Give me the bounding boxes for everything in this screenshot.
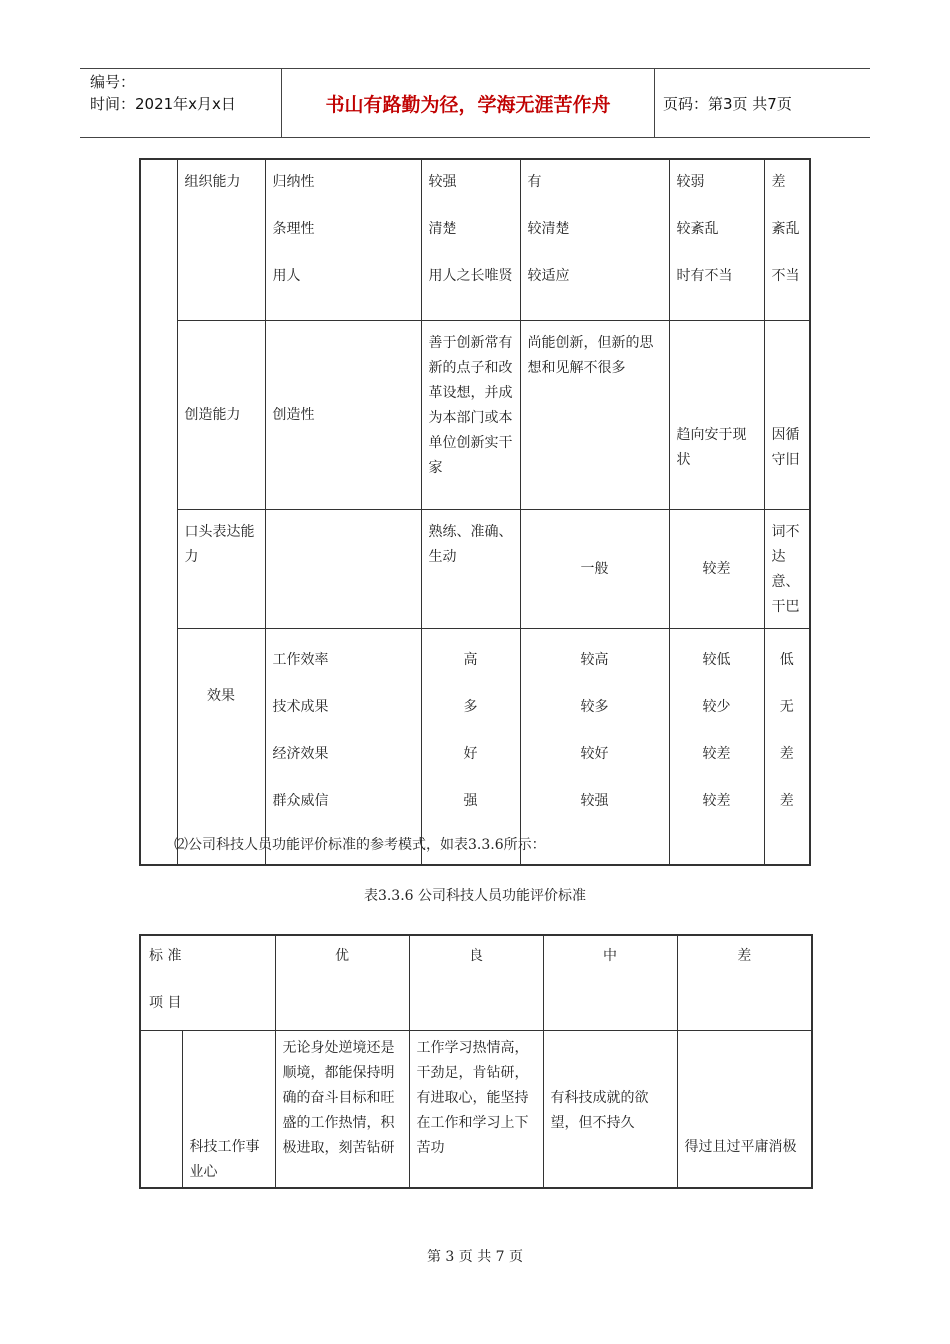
oral-grade-1: 熟练、准确、生动 [421,510,520,629]
effect-item: 经济效果 [272,746,329,762]
effect-grade-3: 较少 [702,699,731,715]
oral-item [265,510,421,629]
effect-grade-2: 较高 [580,652,609,668]
org-grade-3: 较紊乱 [676,221,719,237]
header-info [80,69,280,137]
org-grade-2: 较清楚 [527,221,570,237]
effect-grade-1: 高 [463,652,478,668]
org-grade-4: 紊乱 [771,221,800,237]
effect-grade-3: 较差 [702,746,731,762]
effect-grade-1: 强 [463,793,478,809]
creative-item: 创造性 [265,321,421,510]
effect-grade-1: 好 [463,746,478,762]
poor-cell: 得过且过平庸消极 [677,1031,812,1189]
effect-name: 效果 [177,629,265,866]
effect-grade-3: 较低 [702,652,731,668]
motto: 书山有路勤为径，学海无涯苦作舟 [281,69,655,137]
creative-name: 创造能力 [177,321,265,510]
effect-grade-4: 无 [779,699,794,715]
table-row [140,629,810,866]
effect-grade-2: 较多 [580,699,609,715]
effect-grade-3: 较差 [702,793,731,809]
effect-grade-2: 较强 [580,793,609,809]
org-grade-3: 较弱 [676,174,705,190]
oral-name: 口头表达能力 [177,510,265,629]
table-row [140,159,810,321]
effect-grade-1: 多 [463,699,478,715]
org-grade-4: 不当 [771,268,800,284]
table-row [140,1031,812,1189]
creative-grade-1: 善于创新常有新的点子和改革设想，并成为本部门或本单位创新实干家 [421,321,520,510]
header-poor: 差 [677,935,812,1031]
effect-grade-2: 较好 [580,746,609,762]
oral-grade-4: 词不达意、干巴 [764,510,810,629]
table-caption: 表3.3.6 公司科技人员功能评价标准 [363,888,587,904]
org-grade-3: 时有不当 [676,268,733,284]
org-item: 归纳性 [272,174,315,190]
org-grade-1: 用人之长唯贤 [428,268,513,284]
medium-cell: 有科技成就的欲望，但不持久 [543,1031,677,1189]
header-excellent: 优 [275,935,409,1031]
effect-item: 群众威信 [272,793,329,809]
org-grade-4: 差 [771,174,786,190]
effect-grade-4: 差 [779,793,794,809]
excellent-cell: 无论身处逆境还是顺境，都能保持明确的奋斗目标和旺盛的工作热情，积极进取，刻苦钻研 [275,1031,409,1189]
oral-grade-2: 一般 [520,510,669,629]
number-label: 编号： [90,73,136,91]
creative-grade-2: 尚能创新，但新的思想和见解不很多 [520,321,669,510]
page-label: 页码：第3页 共7页 [663,94,792,113]
tech-staff-table [139,934,813,1189]
effect-item: 技术成果 [272,699,329,715]
page-header [80,68,870,138]
org-grade-1: 清楚 [428,221,457,237]
item-career-dedication: 科技工作事业心 [182,1031,275,1189]
header-medium: 中 [543,935,677,1031]
creative-grade-4: 因循守旧 [764,321,810,510]
left-margin-cell [140,159,177,865]
org-item: 用人 [272,268,301,284]
date-label: 时间：2021年x月x日 [90,95,236,113]
effect-item: 工作效率 [272,652,329,668]
good-cell: 工作学习热情高，干劲足，肯钻研，有进取心，能坚持在工作和学习上下苦功 [409,1031,543,1189]
table-row [140,321,810,510]
org-item: 条理性 [272,221,315,237]
org-grade-1: 较强 [428,174,457,190]
corner-standard-label: 标 准 [149,948,182,964]
header-good: 良 [409,935,543,1031]
oral-grade-3: 较差 [669,510,764,629]
left-margin-cell [140,1031,182,1189]
page-footer: 第 3 页 共 7 页 [426,1249,524,1265]
table-row [140,510,810,629]
org-name: 组织能力 [177,159,265,321]
creative-grade-3: 趋向安于现状 [669,321,764,510]
table-header-row [140,935,812,1031]
corner-item-label: 项 目 [149,995,182,1011]
org-grade-2: 有 [527,174,542,190]
effect-grade-4: 低 [779,652,794,668]
body-paragraph: ⑵公司科技人员功能评价标准的参考模式，如表3.3.6所示： [174,837,546,853]
ability-table [139,158,811,866]
effect-grade-4: 差 [779,746,794,762]
org-grade-2: 较适应 [527,268,570,284]
